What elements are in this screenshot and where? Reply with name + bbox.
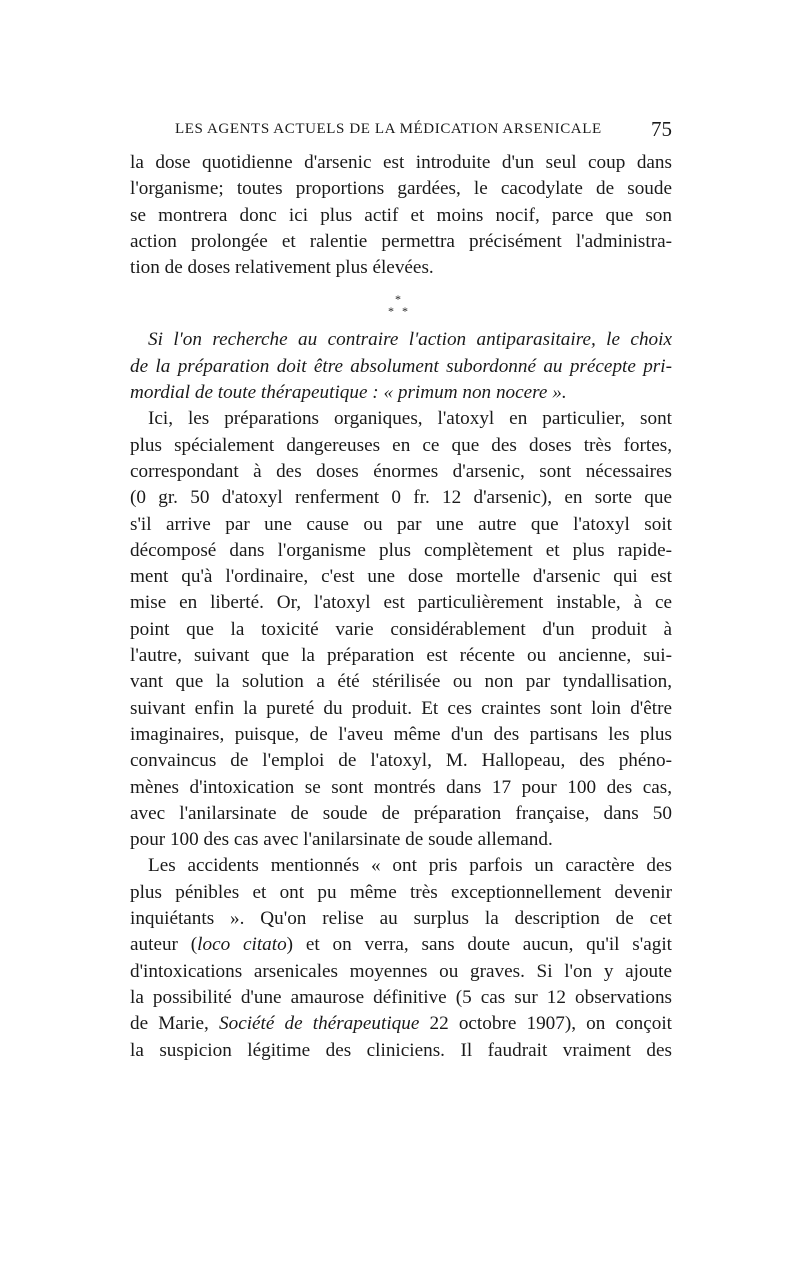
asterism-star: * (402, 304, 408, 319)
text-fragment: 22 octobre 1907), on conçoit (419, 1013, 672, 1035)
text-line (130, 1011, 672, 1037)
body-text (130, 150, 672, 1064)
text-line: l'autre, suivant que la préparation est récente ou ancienne, sui- (130, 645, 672, 667)
text-line: correspondant à des doses énormes d'arsenic, sont nécessaires (130, 460, 672, 482)
paragraph-3 (130, 406, 672, 853)
text-line: Si l'on recherche au contraire l'action antiparasitaire, le choix (148, 329, 672, 351)
citation-italic: Société de thérapeutique (219, 1013, 420, 1035)
text-line: d'intoxications arsenicales moyennes ou graves. Si l'on y ajoute (130, 960, 672, 982)
running-head (175, 117, 672, 143)
text-line (130, 932, 672, 958)
text-line: avec l'anilarsinate de soude de préparation française, dans 50 (130, 802, 672, 824)
paragraph-4 (130, 853, 672, 1063)
text-line: plus pénibles et ont pu même très exceptionnellement devenir (130, 881, 672, 903)
asterism-star: * (388, 304, 394, 319)
text-line: la possibilité d'une amaurose définitive (5 cas sur 12 observations (130, 986, 672, 1008)
text-line: action prolongée et ralentie permettra précisément l'administra- (130, 230, 672, 252)
asterism-star: * (395, 292, 401, 307)
text-line: la dose quotidienne d'arsenic est introduite d'un seul coup dans (130, 152, 672, 173)
text-fragment: auteur ( (130, 934, 198, 956)
text-line: ment qu'à l'ordinaire, c'est une dose mortelle d'arsenic qui est (130, 566, 672, 588)
text-line: la suspicion légitime des cliniciens. Il faudrait vraiment des (130, 1039, 672, 1061)
text-line: vant que la solution a été stérilisée ou non par tyndallisation, (130, 671, 672, 693)
text-line: tion de doses relativement plus élevées. (130, 257, 434, 279)
page-number: 75 (651, 117, 672, 141)
text-line: de la préparation doit être absolument subordonné au précepte pri- (130, 355, 672, 377)
text-line: Les accidents mentionnés « ont pris parfois un caractère des (148, 855, 672, 877)
running-title: LES AGENTS ACTUELS DE LA MÉDICATION ARSENICALE (175, 121, 602, 137)
text-line: mènes d'intoxication se sont montrés dans 17 pour 100 des cas, (130, 776, 672, 798)
text-line: suivant enfin la pureté du produit. Et ces craintes sont loin d'être (130, 697, 672, 719)
text-line: plus spécialement dangereuses en ce que des doses très fortes, (130, 434, 672, 456)
text-line: se montrera donc ici plus actif et moins nocif, parce que son (130, 204, 672, 226)
text-line: mise en liberté. Or, l'atoxyl est particulièrement instable, à ce (130, 592, 672, 614)
text-line: pour 100 des cas avec l'anilarsinate de soude allemand. (130, 829, 553, 851)
text-line: l'organisme; toutes proportions gardées, le cacodylate de soude (130, 178, 672, 200)
text-line: décomposé dans l'organisme plus complètement et plus rapide- (130, 539, 672, 561)
text-line: imaginaires, puisque, de l'aveu même d'un des partisans les plus (130, 723, 672, 745)
text-line: s'il arrive par une cause ou par une autre que l'atoxyl soit (130, 513, 672, 535)
text-line: (0 gr. 50 d'atoxyl renferment 0 fr. 12 d'arsenic), en sorte que (130, 487, 672, 509)
text-line: point que la toxicité varie considérablement d'un produit à (130, 618, 672, 640)
text-fragment: ) et on verra, sans doute aucun, qu'il s'agit (286, 934, 672, 956)
paragraph-1 (130, 150, 672, 281)
text-line: convaincus de l'emploi de l'atoxyl, M. Hallopeau, des phéno- (130, 750, 672, 772)
asterism-separator (130, 281, 672, 327)
paragraph-2 (130, 327, 672, 406)
citation-italic: loco citato (197, 934, 287, 956)
text-line: mordial de toute thérapeutique : « primum non nocere ». (130, 382, 567, 404)
text-fragment: de Marie, (130, 1013, 219, 1035)
text-line: inquiétants ». Qu'on relise au surplus la description de cet (130, 908, 672, 930)
text-line: Ici, les préparations organiques, l'atoxyl en particulier, sont (148, 408, 672, 430)
